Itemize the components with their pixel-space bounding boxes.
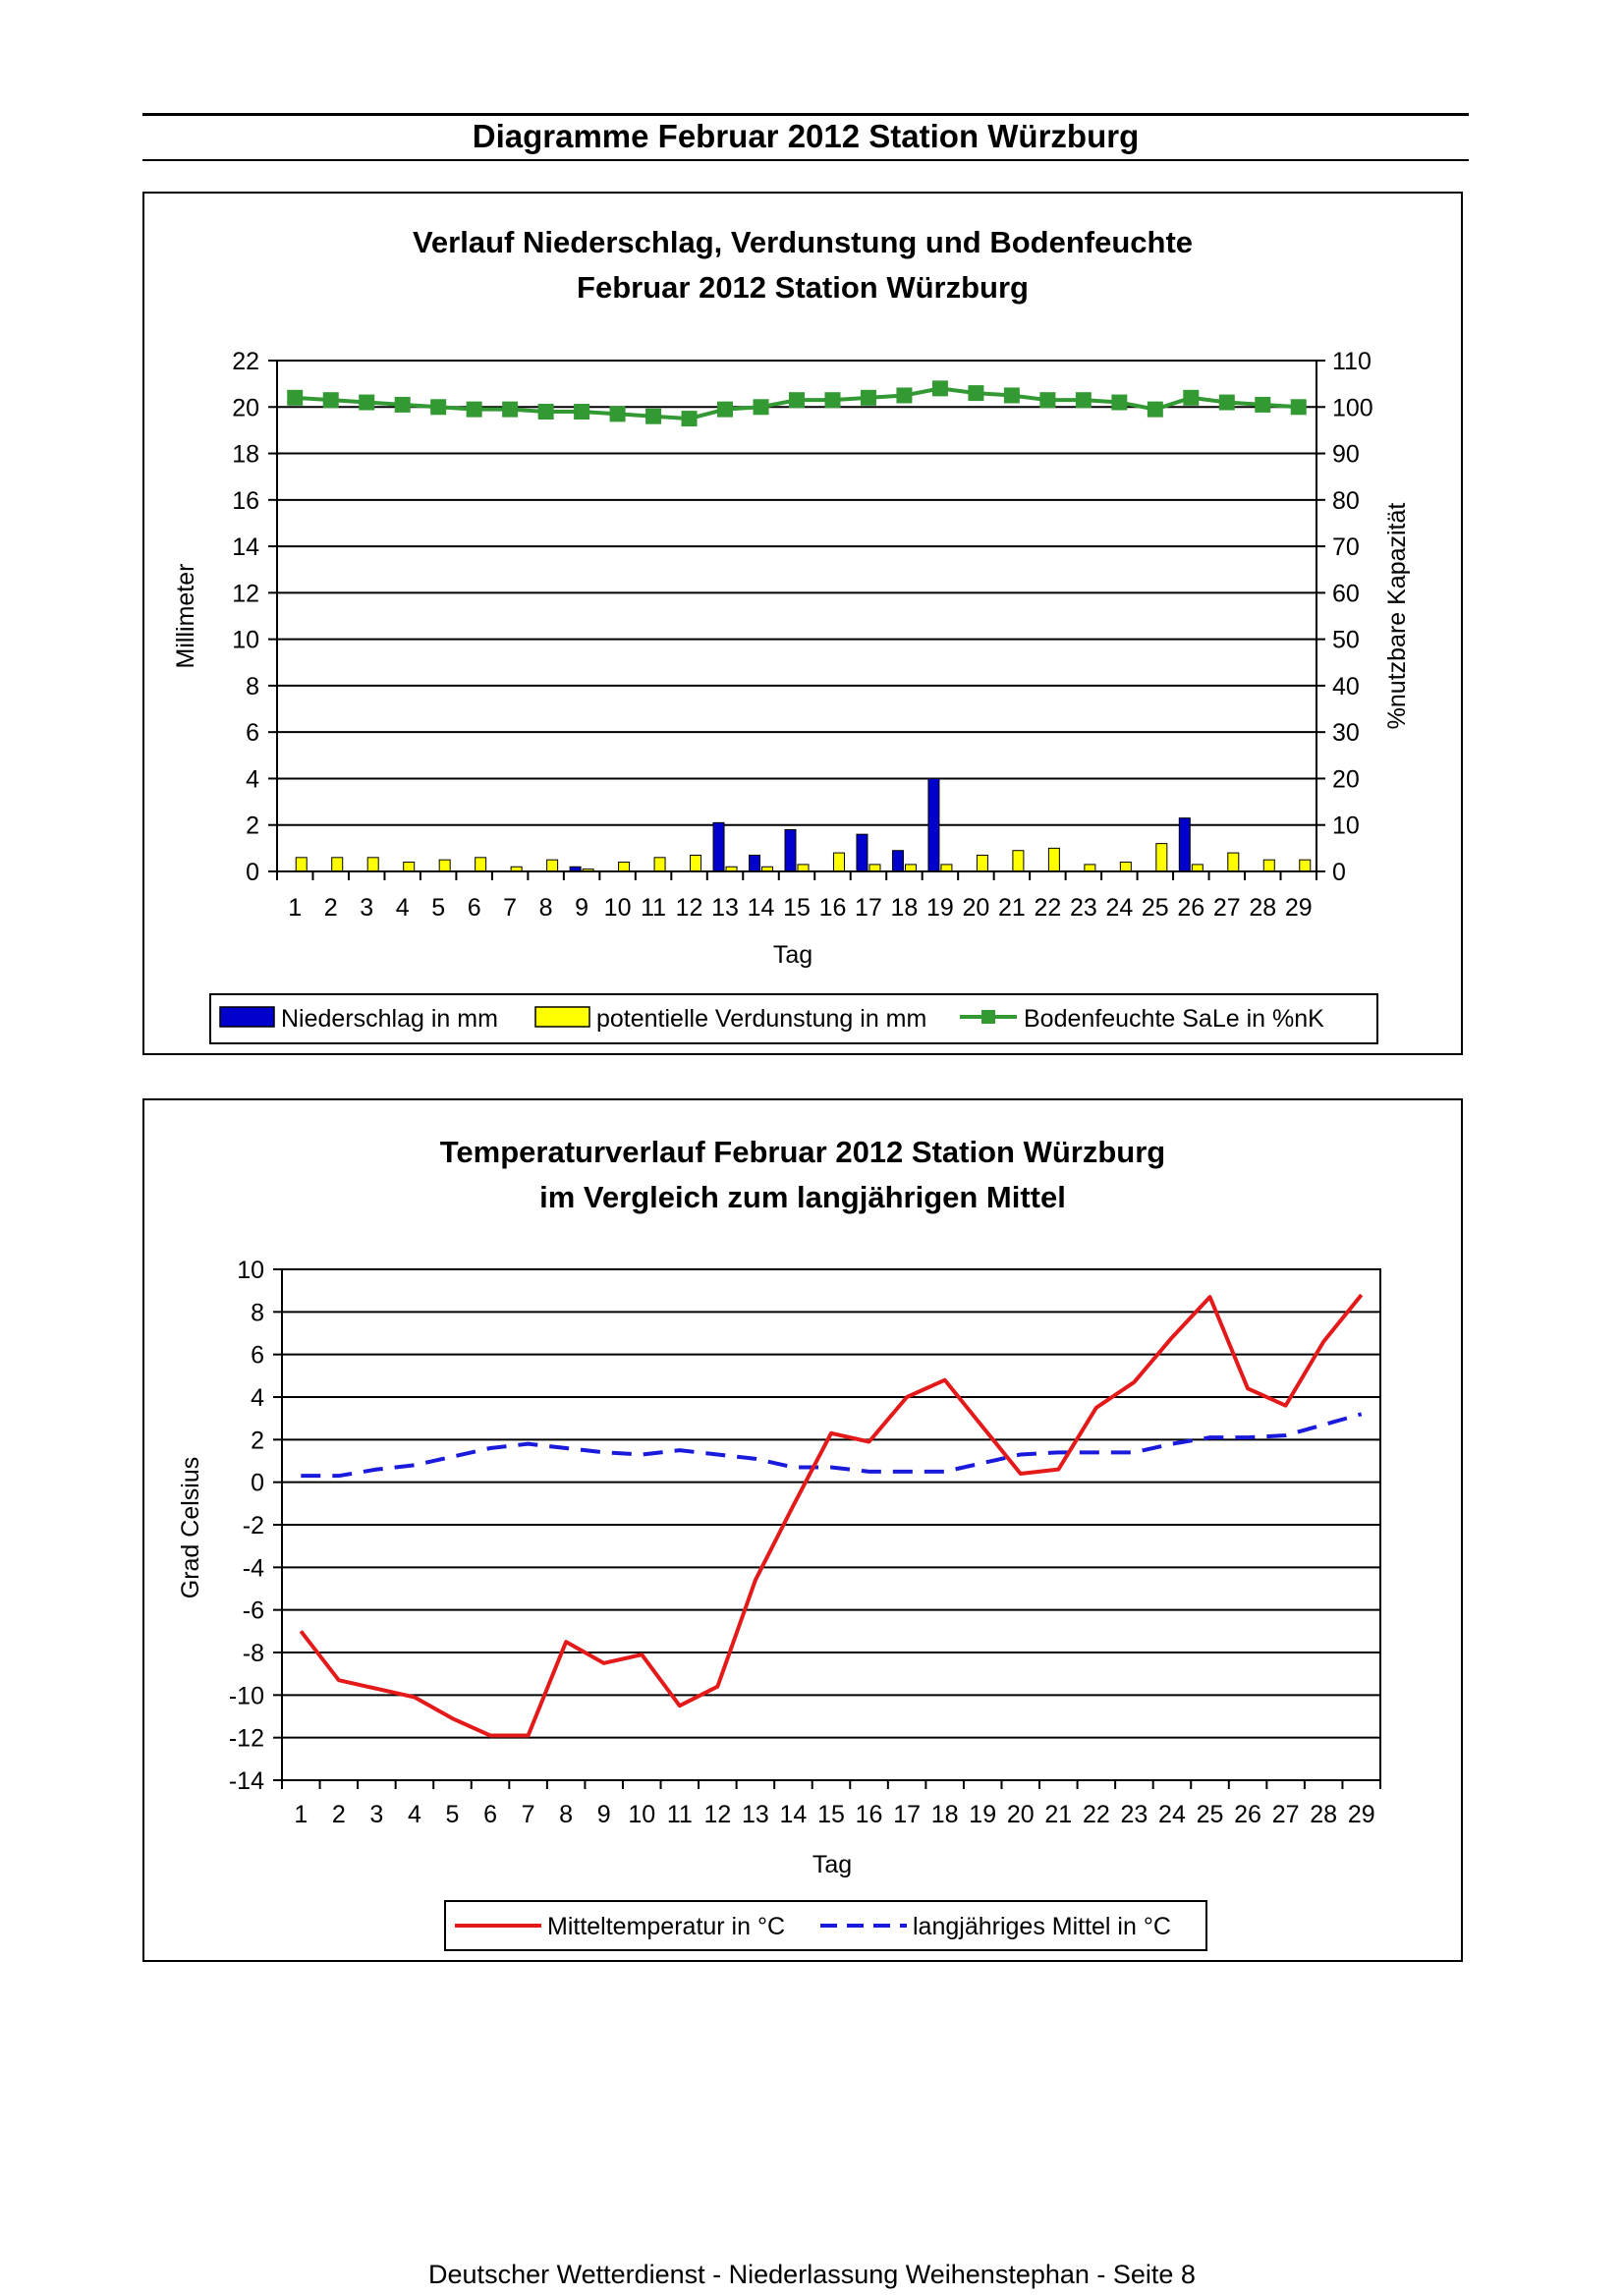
chart1-y2-tick-label: 90 xyxy=(1332,440,1360,469)
evap-bar xyxy=(1300,860,1311,871)
chart1-y-tick-label: 18 xyxy=(232,440,259,469)
chart1-x-tick-label: 10 xyxy=(603,894,632,922)
soil-moisture-point xyxy=(824,392,840,408)
chart2-x-tick-label: 3 xyxy=(369,1801,384,1828)
evap-bar xyxy=(332,858,343,871)
chart2-y-tick-label: -4 xyxy=(242,1554,264,1583)
chart2-x-tick-label: 2 xyxy=(331,1801,346,1828)
chart2-y-tick-label: 0 xyxy=(251,1469,264,1497)
soil-moisture-point xyxy=(932,380,948,396)
precip-chart-frame xyxy=(142,192,1463,1055)
soil-moisture-point xyxy=(896,387,912,403)
evap-bar xyxy=(1156,844,1167,871)
chart1-y2-tick-label: 110 xyxy=(1332,348,1372,375)
chart1-x-tick-label: 7 xyxy=(503,894,518,922)
chart2-x-tick-label: 1 xyxy=(294,1801,308,1828)
chart2-y-tick-label: -14 xyxy=(228,1767,264,1795)
soil-moisture-point xyxy=(789,392,805,408)
chart2-x-tick-label: 18 xyxy=(930,1801,959,1828)
chart1-y2-tick-label: 60 xyxy=(1332,580,1360,608)
soil-moisture-point xyxy=(1219,395,1235,411)
evap-bar xyxy=(296,858,307,871)
chart1-y2-tick-label: 20 xyxy=(1332,765,1360,794)
chart2-y-tick-label: 10 xyxy=(237,1257,264,1284)
legend-mean-label: langjähriges Mittel in °C xyxy=(913,1913,1171,1940)
evap-bar xyxy=(547,860,558,871)
soil-moisture-point xyxy=(1291,399,1307,415)
chart2-x-tick-label: 15 xyxy=(817,1801,845,1828)
evap-bar xyxy=(439,860,450,871)
temperature-chart-frame xyxy=(142,1098,1463,1962)
chart1-gridlines xyxy=(277,361,1316,871)
soil-moisture-point xyxy=(1039,392,1055,408)
chart1-x-tick-label: 18 xyxy=(890,894,919,922)
chart2-x-tick-label: 5 xyxy=(445,1801,460,1828)
soil-moisture-point xyxy=(359,395,374,411)
evap-bar xyxy=(1192,865,1203,871)
evap-bar xyxy=(476,858,486,871)
soil-moisture-point xyxy=(645,409,661,424)
soil-moisture-point xyxy=(1111,395,1127,411)
chart1-x-tick-label: 11 xyxy=(641,894,667,922)
chart2-y-tick-label: 8 xyxy=(251,1299,264,1327)
chart1-soil-line xyxy=(287,380,1307,426)
chart2-y-tick-label: -12 xyxy=(228,1724,264,1753)
chart1-title-line2: Februar 2012 Station Würzburg xyxy=(577,270,1029,305)
soil-moisture-point xyxy=(1255,397,1270,413)
page-footer: Deutscher Wetterdienst - Niederlassung Weihenstephan - Seite 8 xyxy=(428,2260,1196,2289)
evap-bar xyxy=(1085,865,1095,871)
evap-bar xyxy=(833,853,844,871)
chart1-y-tick-label: 8 xyxy=(246,672,259,700)
chart2-x-axis-label: Tag xyxy=(812,1851,853,1878)
chart1-x-tick-label: 20 xyxy=(962,894,990,922)
chart2-y-tick-label: -10 xyxy=(228,1682,264,1710)
chart1-x-tick-label: 13 xyxy=(711,894,739,922)
chart1-x-tick-label: 9 xyxy=(575,894,589,922)
chart2-x-tick-label: 11 xyxy=(666,1801,693,1828)
chart2-x-tick-label: 12 xyxy=(703,1801,732,1828)
chart1-x-tick-label: 27 xyxy=(1212,894,1241,922)
chart1-x-tick-label: 1 xyxy=(288,894,303,922)
chart1-y2-tick-label: 30 xyxy=(1332,719,1360,748)
evap-bar xyxy=(654,858,665,871)
chart2-x-tick-label: 20 xyxy=(1006,1801,1035,1828)
chart1-y-tick-label: 4 xyxy=(246,765,259,794)
chart2-y-tick-label: 4 xyxy=(251,1384,264,1412)
chart2-y-axis-label: Grad Celsius xyxy=(177,1456,204,1599)
chart1-y2-tick-label: 80 xyxy=(1332,486,1360,515)
soil-moisture-point xyxy=(717,402,733,418)
chart1-x-tick-label: 22 xyxy=(1034,894,1062,922)
chart1-x-tick-label: 21 xyxy=(997,894,1026,922)
chart2-x-tick-label: 26 xyxy=(1234,1801,1261,1828)
chart2-x-tick-label: 16 xyxy=(855,1801,883,1828)
chart1-x-tick-label: 26 xyxy=(1177,894,1205,922)
soil-moisture-point xyxy=(968,385,983,401)
soil-moisture-point xyxy=(1183,390,1199,406)
chart2-x-tick-label: 21 xyxy=(1044,1801,1073,1828)
chart1-title-line1: Verlauf Niederschlag, Verdunstung und Bodenfeuchte xyxy=(412,225,1194,259)
chart2-x-tick-label: 28 xyxy=(1310,1801,1338,1828)
evap-bar xyxy=(404,863,415,871)
legend-soil-label: Bodenfeuchte SaLe in %nK xyxy=(1024,1005,1324,1033)
chart2-y-tick-label: -6 xyxy=(242,1596,264,1625)
chart1-y-tick-label: 6 xyxy=(246,719,259,748)
chart1-y-tick-label: 12 xyxy=(232,580,259,608)
legend-evap-swatch xyxy=(535,1007,589,1027)
chart1-y2-tick-label: 40 xyxy=(1332,672,1360,700)
chart1-y-tick-label: 2 xyxy=(246,812,259,840)
soil-moisture-point xyxy=(467,402,482,418)
temperature-chart xyxy=(144,1100,1461,1960)
chart2-x-tick-label: 24 xyxy=(1158,1801,1186,1828)
soil-moisture-point xyxy=(1076,392,1092,408)
chart2-x-tick-label: 7 xyxy=(521,1801,535,1828)
chart2-gridlines xyxy=(282,1269,1380,1780)
soil-moisture-point xyxy=(502,402,518,418)
soil-moisture-point xyxy=(395,397,411,413)
soil-moisture-point xyxy=(610,406,626,421)
page-title: Diagramme Februar 2012 Station Würzburg xyxy=(472,118,1140,154)
chart2-x-tick-label: 19 xyxy=(969,1801,997,1828)
chart1-y2-tick-label: 100 xyxy=(1332,394,1373,422)
chart1-x-tick-label: 12 xyxy=(675,894,703,922)
chart1-x-tick-label: 17 xyxy=(855,894,882,922)
legend-evap-label: potentielle Verdunstung in mm xyxy=(596,1005,927,1033)
chart2-title-line2: im Vergleich zum langjährigen Mittel xyxy=(539,1180,1066,1214)
chart2-y-tick-label: 6 xyxy=(251,1341,264,1370)
evap-bar xyxy=(367,858,378,871)
chart2-x-tick-label: 9 xyxy=(596,1801,611,1828)
chart1-x-tick-label: 28 xyxy=(1249,894,1277,922)
chart1-y-tick-label: 0 xyxy=(246,859,259,886)
precip-bar xyxy=(713,822,724,871)
chart2-legend xyxy=(445,1901,1206,1950)
chart2-x-tick-label: 13 xyxy=(741,1801,769,1828)
chart2-x-tick-label: 17 xyxy=(893,1801,922,1828)
chart2-x-tick-label: 23 xyxy=(1120,1801,1148,1828)
chart2-x-tick-label: 10 xyxy=(628,1801,656,1828)
legend-temp-label: Mitteltemperatur in °C xyxy=(547,1913,786,1940)
chart1-x-tick-label: 16 xyxy=(818,894,847,922)
chart1-x-tick-label: 3 xyxy=(360,894,374,922)
precip-bar xyxy=(928,778,939,871)
evap-bar xyxy=(798,865,809,871)
soil-moisture-point xyxy=(287,390,303,406)
evap-bar xyxy=(869,865,880,871)
chart2-y-tick-label: -8 xyxy=(242,1640,264,1667)
legend-precip-swatch xyxy=(220,1007,274,1027)
chart2-x-tick-label: 8 xyxy=(559,1801,574,1828)
chart2-x-tick-label: 4 xyxy=(407,1801,421,1828)
long-term-mean-line xyxy=(301,1414,1361,1476)
soil-moisture-point xyxy=(1148,402,1163,418)
chart1-x-tick-label: 5 xyxy=(431,894,446,922)
chart2-x-tick-label: 29 xyxy=(1347,1801,1375,1828)
chart1-y2-tick-label: 70 xyxy=(1332,533,1360,562)
chart1-y-tick-label: 16 xyxy=(232,486,259,515)
chart2-x-tick-label: 25 xyxy=(1196,1801,1224,1828)
chart1-y2-tick-label: 0 xyxy=(1332,859,1346,886)
evap-bar xyxy=(691,855,701,871)
chart2-axes xyxy=(229,1257,1380,1828)
chart1-y2-tick-label: 50 xyxy=(1332,626,1360,654)
chart1-axes xyxy=(232,348,1373,922)
evap-bar xyxy=(1013,851,1024,871)
soil-moisture-point xyxy=(861,390,876,406)
soil-moisture-point xyxy=(323,392,339,408)
chart1-x-tick-label: 19 xyxy=(926,894,954,922)
legend-precip-label: Niederschlag in mm xyxy=(281,1005,498,1033)
chart2-x-tick-label: 27 xyxy=(1271,1801,1300,1828)
soil-moisture-point xyxy=(574,404,589,420)
chart2-x-tick-label: 6 xyxy=(483,1801,497,1828)
chart1-x-tick-label: 23 xyxy=(1069,894,1097,922)
precip-bar xyxy=(857,834,868,871)
chart1-x-tick-label: 24 xyxy=(1105,894,1134,922)
chart1-y2-axis-label: %nutzbare Kapazität xyxy=(1383,502,1411,730)
soil-moisture-point xyxy=(538,404,554,420)
chart1-x-axis-label: Tag xyxy=(772,941,813,969)
evap-bar xyxy=(977,855,987,871)
chart1-x-tick-label: 14 xyxy=(747,894,775,922)
chart2-x-tick-label: 14 xyxy=(779,1801,808,1828)
chart1-y-tick-label: 20 xyxy=(232,394,259,422)
evap-bar xyxy=(1228,853,1239,871)
soil-moisture-point xyxy=(1004,387,1020,403)
chart1-x-tick-label: 25 xyxy=(1141,894,1169,922)
evap-bar xyxy=(905,865,916,871)
evap-bar xyxy=(1120,863,1131,871)
chart1-x-tick-label: 29 xyxy=(1284,894,1313,922)
chart2-y-tick-label: 2 xyxy=(251,1427,264,1455)
soil-moisture-point xyxy=(754,399,769,415)
chart2-title-line1: Temperaturverlauf Februar 2012 Station Würzburg xyxy=(439,1135,1166,1169)
precip-bar xyxy=(892,851,903,871)
chart1-x-tick-label: 4 xyxy=(395,894,410,922)
chart2-lines xyxy=(301,1295,1361,1736)
evap-bar xyxy=(941,865,952,871)
chart1-x-tick-label: 15 xyxy=(783,894,811,922)
chart1-y-tick-label: 10 xyxy=(232,626,259,654)
soil-moisture-point xyxy=(430,399,446,415)
chart1-y-axis-label: Millimeter xyxy=(172,563,199,669)
chart1-x-tick-label: 2 xyxy=(323,894,338,922)
evap-bar xyxy=(1263,860,1274,871)
mean-temperature-line xyxy=(301,1295,1361,1736)
precip-bar xyxy=(785,829,796,871)
evap-bar xyxy=(1048,848,1059,871)
chart1-y-tick-label: 14 xyxy=(232,533,259,562)
chart1-x-tick-label: 8 xyxy=(538,894,553,922)
top-rule xyxy=(142,113,1469,116)
chart1-y2-tick-label: 10 xyxy=(1332,812,1360,840)
chart1-legend xyxy=(210,994,1377,1043)
legend-soil-marker xyxy=(981,1010,995,1024)
soil-moisture-point xyxy=(682,411,698,426)
chart2-y-tick-label: -2 xyxy=(242,1512,264,1540)
evap-bar xyxy=(619,863,630,871)
chart2-x-tick-label: 22 xyxy=(1082,1801,1110,1828)
chart1-y-tick-label: 22 xyxy=(232,348,259,375)
precip-bar xyxy=(1179,818,1190,871)
chart1-x-tick-label: 6 xyxy=(467,894,481,922)
precip-evap-soil-chart xyxy=(144,194,1461,1053)
title-rule xyxy=(142,159,1469,161)
precip-bar xyxy=(750,855,760,871)
